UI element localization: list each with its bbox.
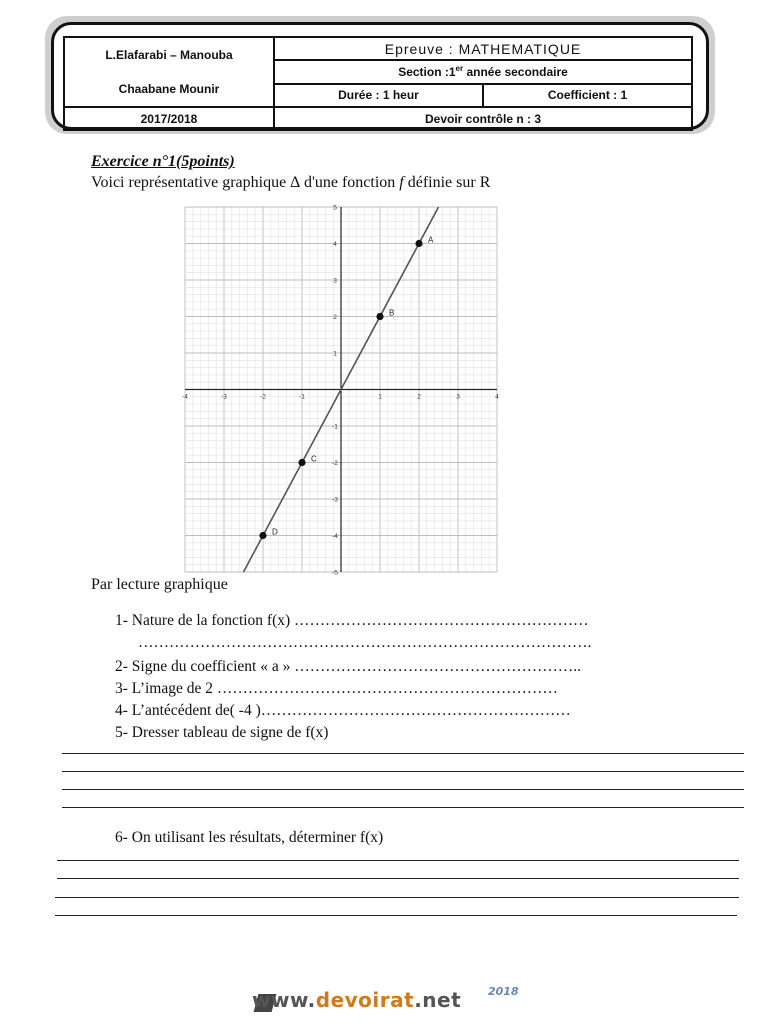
exercise-title: Exercice n°1(5points) bbox=[91, 153, 235, 170]
answer-line bbox=[62, 789, 744, 790]
x-tick-label: -4 bbox=[182, 393, 188, 401]
teacher-name: Chaabane Mounir bbox=[118, 82, 220, 96]
coefficient-cell: Coefficient : 1 bbox=[483, 84, 692, 107]
exercise-intro: Voici représentative graphique ∆ d'une fonction f définie sur R bbox=[91, 174, 491, 191]
y-tick-label: 4 bbox=[333, 241, 337, 248]
point-label-a: A bbox=[428, 235, 434, 245]
point-label-c: C bbox=[311, 454, 317, 464]
point-label-b: B bbox=[389, 308, 395, 318]
lecture-label: Par lecture graphique bbox=[91, 576, 228, 593]
y-tick-label: -3 bbox=[332, 496, 338, 504]
function-graph bbox=[180, 200, 510, 575]
watermark-year: 2018 bbox=[488, 985, 519, 998]
point-c bbox=[298, 459, 305, 466]
question-1-continuation: ……………………………………………………………………………. bbox=[138, 634, 592, 651]
site-watermark: www.devoirat.net bbox=[252, 988, 462, 1012]
question-1: 1- Nature de la fonction f(x) ………………………………………………… bbox=[115, 612, 589, 629]
y-tick-label: -1 bbox=[332, 423, 338, 431]
point-b bbox=[376, 313, 383, 320]
duree-cell: Durée : 1 heur bbox=[274, 84, 483, 107]
x-tick-label: 1 bbox=[378, 393, 382, 401]
answer-line bbox=[62, 753, 744, 754]
x-tick-label: 2 bbox=[417, 393, 421, 401]
point-d bbox=[259, 532, 266, 539]
answer-line bbox=[62, 807, 744, 808]
answer-line bbox=[62, 771, 744, 772]
y-tick-label: 3 bbox=[333, 277, 337, 285]
question-5: 5- Dresser tableau de signe de f(x) bbox=[115, 724, 329, 741]
question-3: 3- L’image de 2 ………………………………………………………… bbox=[115, 680, 558, 697]
epreuve-title: Epreuve : MATHEMATIQUE bbox=[274, 37, 692, 60]
y-tick-label: 5 bbox=[333, 204, 337, 212]
answer-line bbox=[55, 897, 739, 898]
x-tick-label: 4 bbox=[495, 393, 499, 401]
y-tick-label: -5 bbox=[332, 569, 338, 575]
question-4: 4- L’antécédent de( -4 )…………………………………………………… bbox=[115, 702, 571, 719]
y-tick-label: 1 bbox=[333, 350, 337, 358]
point-label-d: D bbox=[272, 527, 278, 537]
answer-line bbox=[55, 915, 737, 916]
x-tick-label: 3 bbox=[456, 393, 460, 401]
y-tick-label: 2 bbox=[333, 314, 337, 321]
point-a bbox=[415, 240, 422, 247]
x-tick-label: -3 bbox=[221, 393, 227, 401]
header-table bbox=[63, 36, 693, 131]
question-6: 6- On utilisant les résultats, déterminer f(x) bbox=[115, 829, 384, 846]
y-tick-label: -4 bbox=[332, 533, 338, 540]
devoir-cell: Devoir contrôle n : 3 bbox=[274, 107, 692, 130]
section-cell: Section :1er année secondaire bbox=[274, 60, 692, 83]
x-tick-label: -1 bbox=[299, 393, 305, 401]
answer-line bbox=[57, 878, 739, 879]
answer-line bbox=[57, 860, 739, 861]
school-cell bbox=[64, 37, 274, 107]
y-tick-label: -2 bbox=[332, 460, 338, 467]
year-cell: 2017/2018 bbox=[64, 107, 274, 130]
school-name: L.Elafarabi – Manouba bbox=[105, 48, 233, 62]
x-tick-label: -2 bbox=[260, 393, 266, 401]
question-2: 2- Signe du coefficient « a » ……………………………………………….. bbox=[115, 658, 581, 675]
